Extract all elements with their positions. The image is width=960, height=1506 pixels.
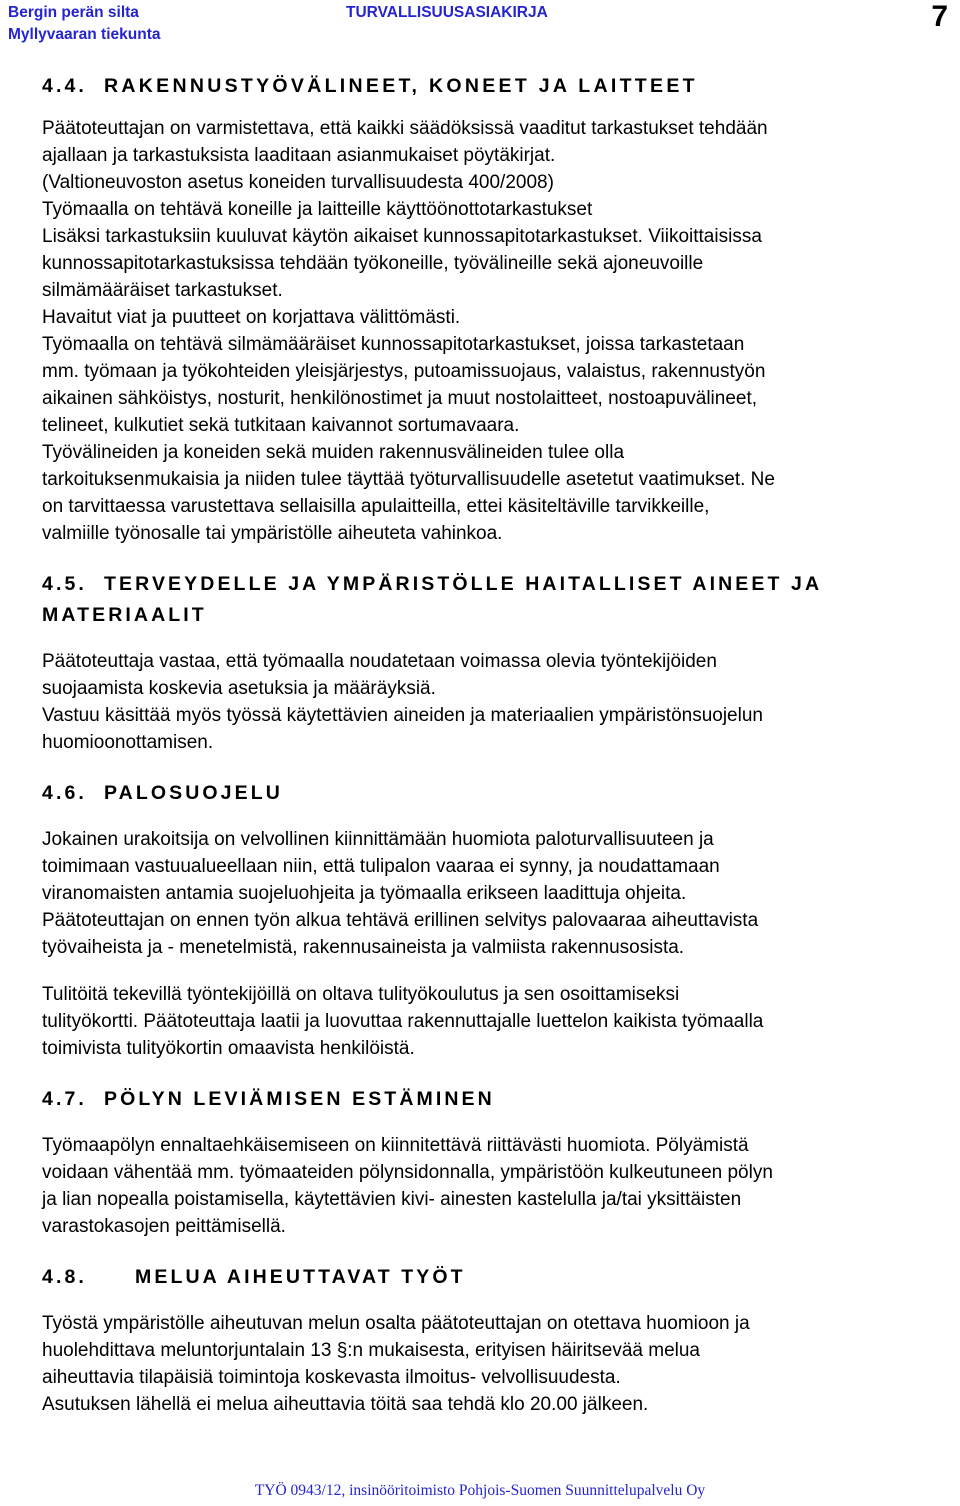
section-4-5 [42, 569, 954, 756]
text-line: Työstä ympäristölle aiheutuvan melun osalta päätoteuttajan on otettava huomioon ja [42, 1313, 750, 1334]
text-line: Lisäksi tarkastuksiin kuuluvat käytön aikaiset kunnossapitotarkastukset. Viikoittaisissa [42, 226, 762, 247]
section-body-paragraph-2 [42, 981, 954, 1062]
section-title: PÖLYN LEVIÄMISEN ESTÄMINEN [104, 1088, 495, 1110]
text-line: tulityökortti. Päätoteuttaja laatii ja luovuttaa rakennuttajalle luettelon kaikista työmaalla [42, 1011, 764, 1032]
section-number: 4.5. [42, 573, 87, 595]
text-line: Työmaapölyn ennaltaehkäisemiseen on kiinnitettävä riittävästi huomiota. Pölyämistä [42, 1135, 749, 1156]
text-line: Työmaalla on tehtävä silmämääräiset kunnossapitotarkastukset, joissa tarkastetaan [42, 334, 745, 355]
document-body [42, 70, 954, 1418]
header-document-type: TURVALLISUUSASIAKIRJA [346, 4, 548, 21]
section-heading [42, 1262, 954, 1293]
text-line: Asutuksen lähellä ei melua aiheuttavia töitä saa tehdä klo 20.00 jälkeen. [42, 1394, 649, 1415]
text-line: viranomaisten antamia suojeluohjeita ja työmaalla erikseen laadittuja ohjeita. [42, 883, 687, 904]
section-4-7 [42, 1084, 954, 1240]
text-line: Päätoteuttajan on varmistettava, että kaikki säädöksissä vaaditut tarkastukset tehdään [42, 118, 768, 139]
section-heading-continued [42, 600, 954, 631]
text-line: Työvälineiden ja koneiden sekä muiden rakennusvälineiden tulee olla [42, 442, 625, 463]
text-line: voidaan vähentää mm. työmaateiden pölynsidonnalla, ympäristöön kulkeutuneen pölyn [42, 1162, 773, 1183]
section-body [42, 1132, 954, 1240]
text-line: suojaamista koskevia asetuksia ja määräyksiä. [42, 678, 436, 699]
section-heading [42, 778, 954, 809]
header-project-name: Bergin perän silta [8, 4, 139, 21]
section-body [42, 648, 954, 756]
text-line: työvaiheista ja - menetelmistä, rakennusaineista ja valmiista rakennusosista. [42, 937, 685, 958]
section-title-line2: MATERIAALIT [42, 604, 207, 626]
page-number: 7 [931, 0, 948, 33]
text-line: (Valtioneuvoston asetus koneiden turvallisuudesta 400/2008) [42, 172, 554, 193]
text-line: Päätoteuttajan on ennen työn alkua tehtävä erillinen selvitys palovaaraa aiheuttavista [42, 910, 759, 931]
section-title: PALOSUOJELU [104, 782, 283, 804]
text-line: mm. työmaan ja työkohteiden yleisjärjestys, putoamissuojaus, valaistus, rakennustyön [42, 361, 766, 382]
section-body [42, 115, 954, 547]
text-line: kunnossapitotarkastuksissa tehdään työkoneille, työvälineille sekä ajoneuvoille [42, 253, 704, 274]
text-line: telineet, kulkutiet sekä tutkitaan kaivannot sortumavaara. [42, 415, 520, 436]
text-line: varastokasojen peittämisellä. [42, 1216, 286, 1237]
section-4-4 [42, 71, 954, 547]
text-line: tarkoituksenmukaisia ja niiden tulee täyttää työturvallisuudelle asetetut vaatimukset. Ne [42, 469, 775, 490]
text-line: toimimaan vastuualueellaan niin, että tulipalon vaaraa ei synny, ja noudattamaan [42, 856, 720, 877]
section-title: TERVEYDELLE JA YMPÄRISTÖLLE HAITALLISET AINEET JA [104, 573, 823, 595]
text-line: Tulitöitä tekevillä työntekijöillä on oltava tulityökoulutus ja sen osoittamiseksi [42, 984, 680, 1005]
text-line: Työmaalla on tehtävä koneille ja laitteille käyttöönottotarkastukset [42, 199, 593, 220]
text-line: toimivista tulityökortin omaavista henkilöistä. [42, 1038, 415, 1059]
text-line: Päätoteuttaja vastaa, että työmaalla noudatetaan voimassa olevia työntekijöiden [42, 651, 717, 672]
section-body [42, 1310, 954, 1418]
text-line: aiheuttavia tilapäisiä toimintoja koskevasta ilmoitus- velvollisuudesta. [42, 1367, 621, 1388]
text-line: valmiille työnosalle tai ympäristölle aiheuteta vahinkoa. [42, 523, 503, 544]
section-4-8 [42, 1262, 954, 1418]
text-line: Vastuu käsittää myös työssä käytettävien aineiden ja materiaalien ympäristönsuojelun [42, 705, 763, 726]
section-number: 4.4. [42, 75, 87, 97]
page-footer: TYÖ 0943/12, insinööritoimisto Pohjois-Suomen Suunnittelupalvelu Oy [254, 1482, 706, 1499]
section-number: 4.8. [42, 1266, 87, 1288]
text-line: huolehdittava meluntorjuntalain 13 §:n mukaisesta, erityisen häiritsevää melua [42, 1340, 700, 1361]
section-title: MELUA AIHEUTTAVAT TYÖT [135, 1266, 466, 1288]
section-title: RAKENNUSTYÖVÄLINEET, KONEET JA LAITTEET [104, 75, 698, 97]
section-number: 4.7. [42, 1088, 87, 1110]
header-client-name: Myllyvaaran tiekunta [8, 26, 161, 43]
section-heading [42, 1084, 954, 1115]
section-4-6 [42, 778, 954, 1062]
text-line: silmämääräiset tarkastukset. [42, 280, 283, 301]
section-number: 4.6. [42, 782, 87, 804]
text-line: ajallaan ja tarkastuksista laaditaan asianmukaiset pöytäkirjat. [42, 145, 556, 166]
text-line: Havaitut viat ja puutteet on korjattava välittömästi. [42, 307, 461, 328]
text-line: Jokainen urakoitsija on velvollinen kiinnittämään huomiota paloturvallisuuteen ja [42, 829, 714, 850]
section-heading [42, 569, 954, 600]
section-heading [42, 71, 954, 102]
text-line: huomioonottamisen. [42, 732, 214, 753]
text-line: on tarvittaessa varustettava sellaisilla apulaitteilla, ettei käsiteltäville tarvikkeille, [42, 496, 710, 517]
text-line: aikainen sähköistys, nosturit, henkilönostimet ja muut nostolaitteet, nostoapuvälineet, [42, 388, 758, 409]
text-line: ja lian nopealla poistamisella, käytettävien kivi- ainesten kastelulla ja/tai yksittäisten [42, 1189, 742, 1210]
header-project-info [8, 2, 160, 46]
section-body [42, 826, 954, 961]
